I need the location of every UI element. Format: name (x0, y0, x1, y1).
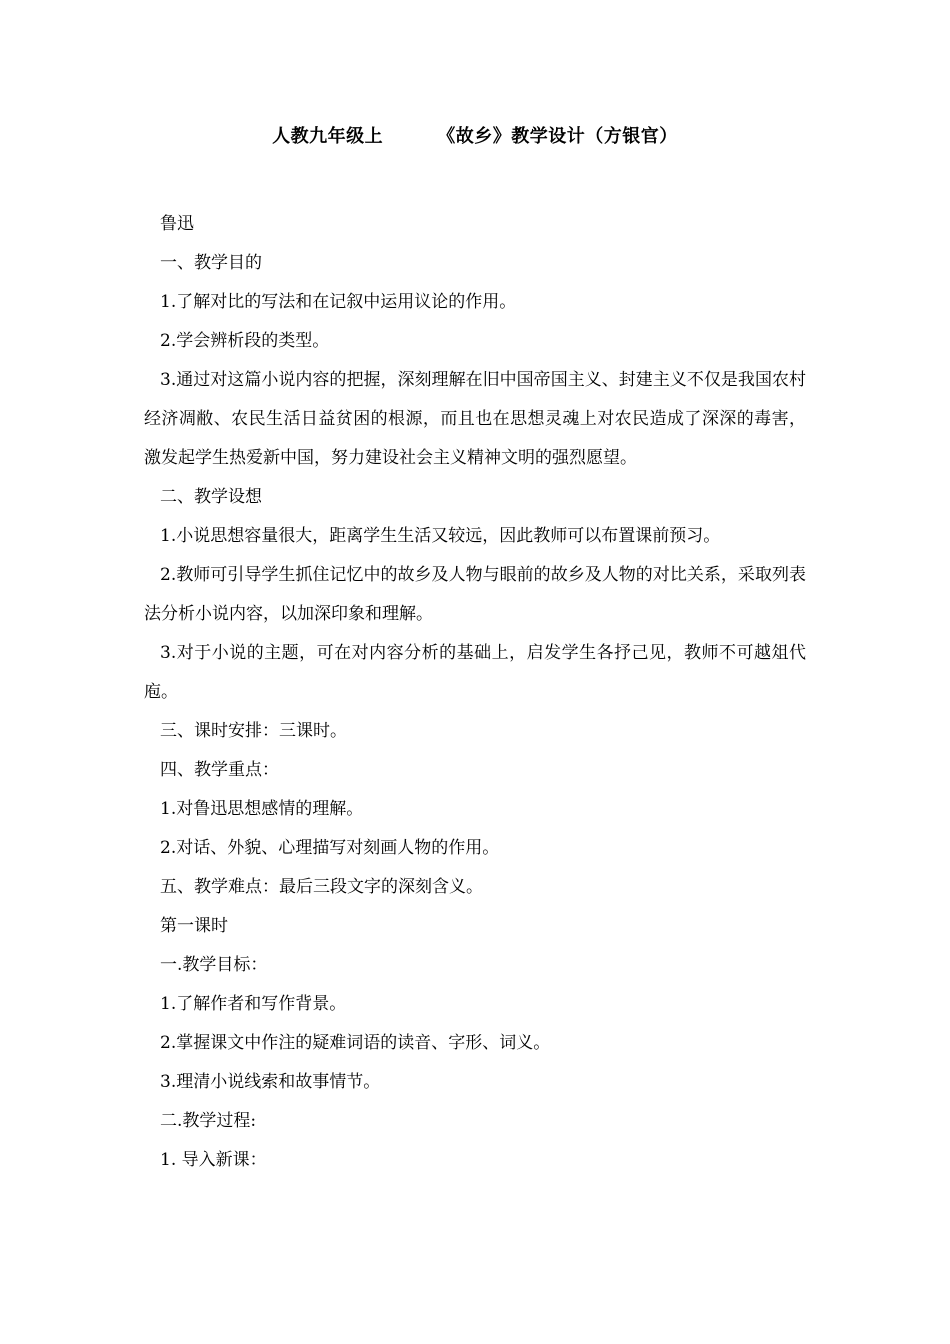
heading-first-lesson: 第一课时 (160, 916, 228, 936)
paragraph: 3.通过对这篇小说内容的把握，深刻理解在旧中国帝国主义、封建主义不仅是我国农村经济凋敝、农民生活日益贫困的根源，而且也在思想灵魂上对农民造成了深深的毒害，激发起学生热爱新中国，努力建设社会主义精神文明的强烈愿望。 (144, 370, 806, 468)
paragraph: 1.了解对比的写法和在记叙中运用议论的作用。 (160, 292, 517, 312)
paragraph: 2.学会辨析段的类型。 (160, 331, 330, 351)
heading-teaching-goals: 一、教学目的 (160, 253, 262, 273)
heading-schedule: 三、课时安排：三课时。 (160, 721, 347, 741)
heading-difficulties: 五、教学难点：最后三段文字的深刻含义。 (160, 877, 483, 897)
paragraph: 1.小说思想容量很大，距离学生生活又较远，因此教师可以布置课前预习。 (160, 526, 721, 546)
paragraph: 3.对于小说的主题，可在对内容分析的基础上，启发学生各抒己见，教师不可越俎代庖。 (144, 643, 806, 702)
heading-key-points: 四、教学重点： (160, 760, 279, 780)
document-body (144, 205, 806, 1180)
heading-lesson-goals: 一.教学目标： (160, 955, 268, 975)
heading-process: 二.教学过程: (160, 1111, 257, 1131)
paragraph: 2.对话、外貌、心理描写对刻画人物的作用。 (160, 838, 500, 858)
paragraph-author: 鲁迅 (160, 214, 194, 234)
document-title: 人教九年级上 《故乡》教学设计（方银官） (272, 126, 678, 147)
paragraph: 2.掌握课文中作注的疑难词语的读音、字形、词义。 (160, 1033, 551, 1053)
heading-teaching-plan: 二、教学设想 (160, 487, 262, 507)
paragraph: 2.教师可引导学生抓住记忆中的故乡及人物与眼前的故乡及人物的对比关系，采取列表法分析小说内容，以加深印象和理解。 (144, 565, 806, 624)
paragraph: 3.理清小说线索和故事情节。 (160, 1072, 381, 1092)
paragraph: 1. 导入新课： (160, 1150, 267, 1170)
paragraph: 1.对鲁迅思想感情的理解。 (160, 799, 364, 819)
paragraph: 1.了解作者和写作背景。 (160, 994, 347, 1014)
